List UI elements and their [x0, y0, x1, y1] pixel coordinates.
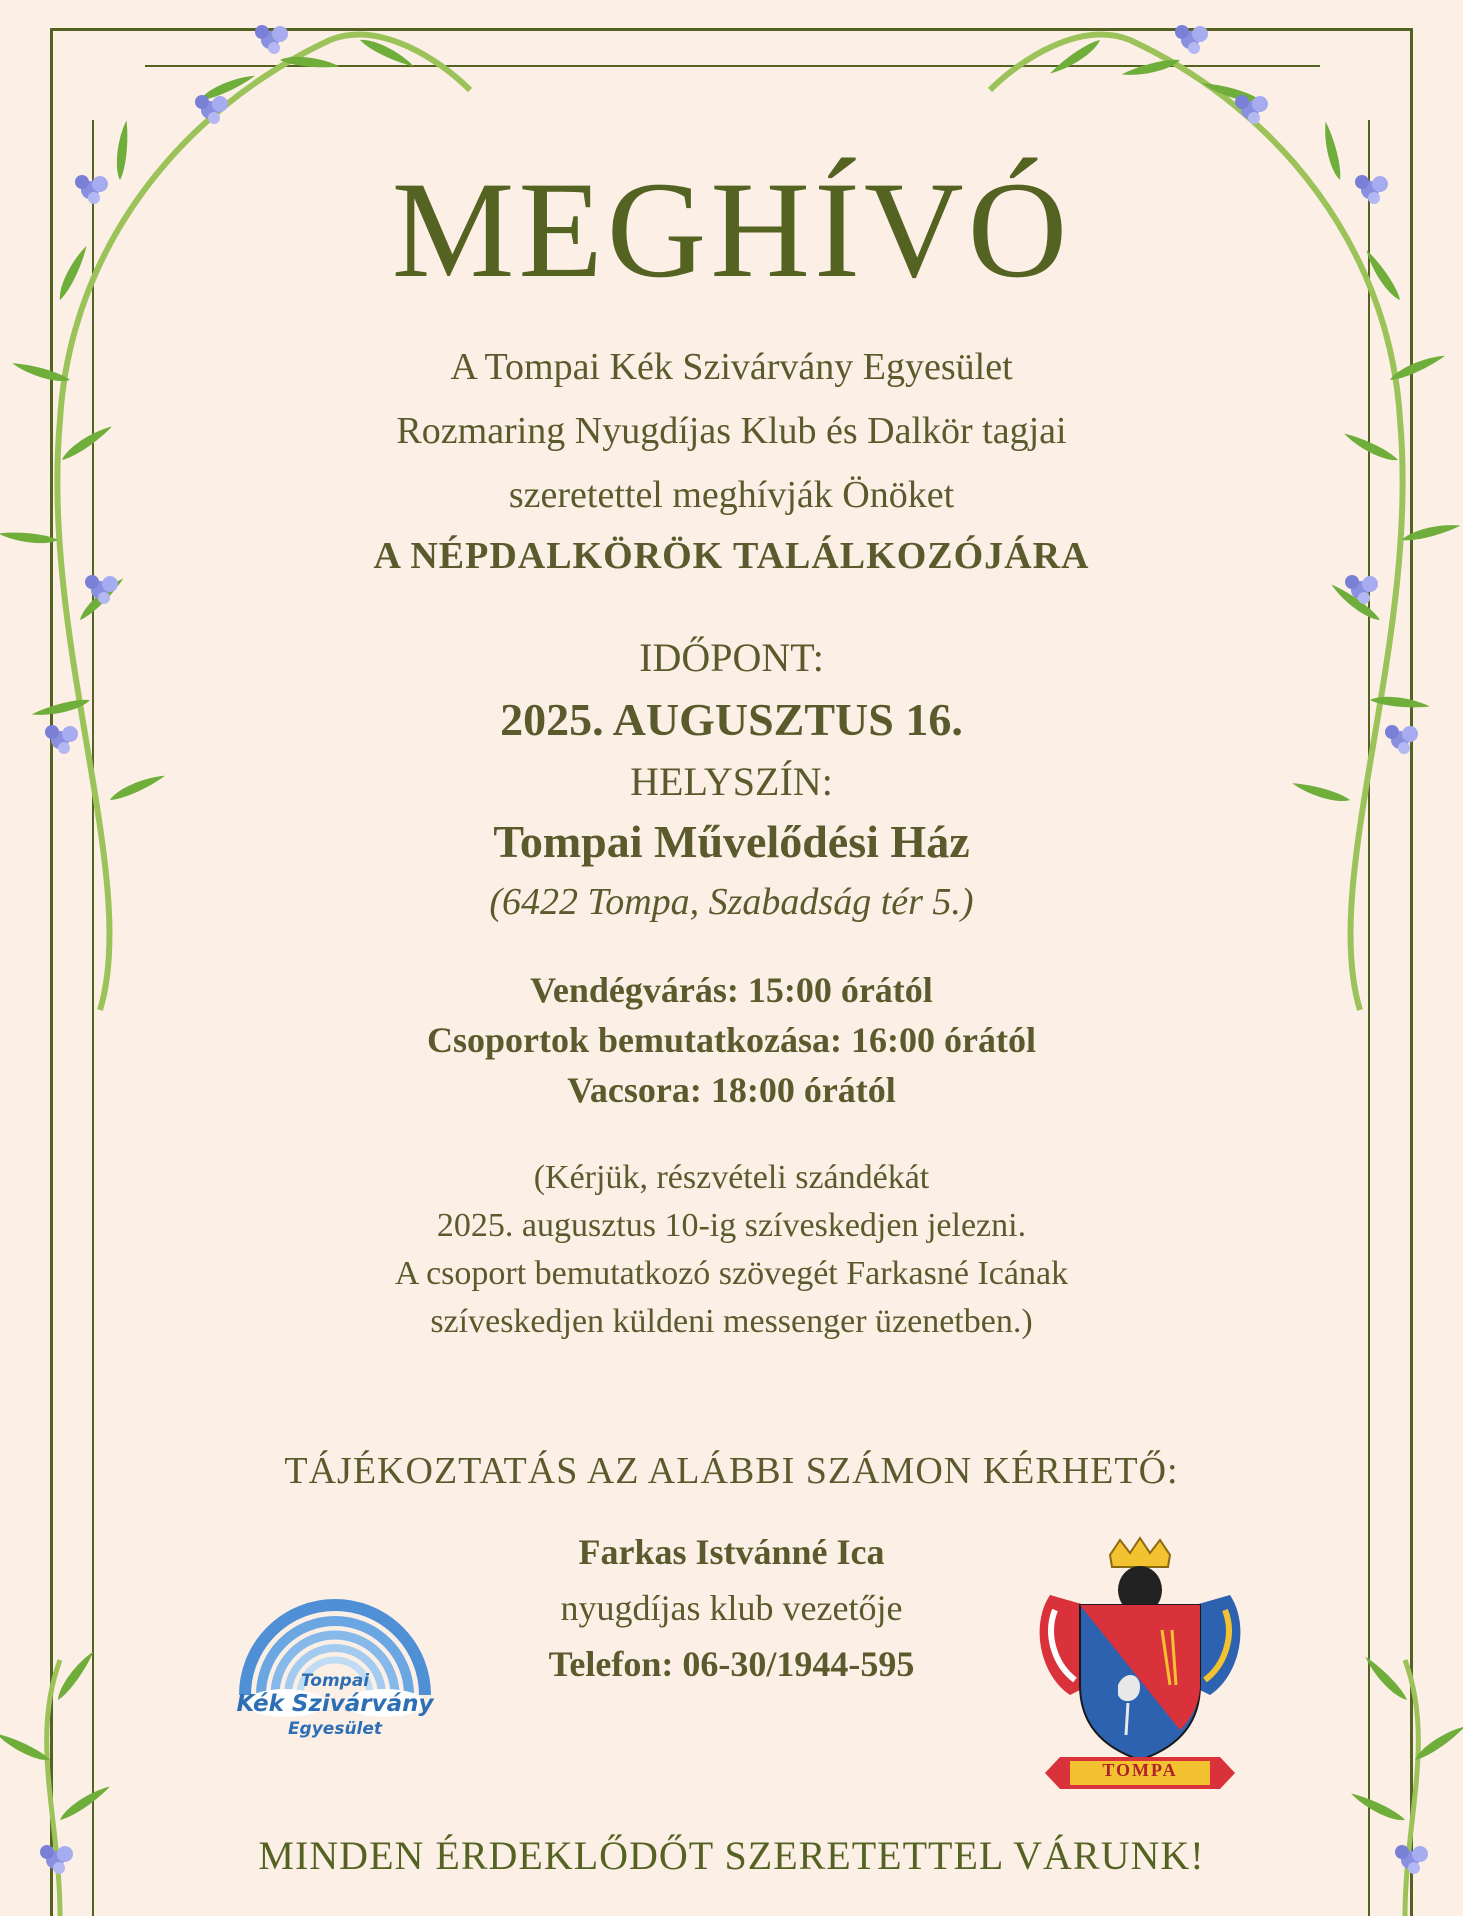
crest-ribbon-text: TOMPA	[1102, 1760, 1178, 1780]
rsvp-note	[0, 1154, 1463, 1346]
frame-top-line	[50, 28, 1413, 31]
info-heading: TÁJÉKOZTATÁS AZ ALÁBBI SZÁMON KÉRHETŐ:	[284, 1450, 1179, 1492]
time-label: IDŐPONT:	[639, 635, 824, 680]
contact-name: Farkas Istvánné Ica	[578, 1532, 885, 1572]
invitation-title: MEGHÍVÓ	[391, 153, 1072, 306]
intro-line-1: A Tompai Kék Szivárvány Egyesület	[450, 346, 1013, 388]
schedule	[0, 965, 1463, 1115]
schedule-item: Vendégvárás: 15:00 órától	[530, 970, 933, 1010]
closing-message: MINDEN ÉRDEKLŐDŐT SZERETETTEL VÁRUNK!	[258, 1833, 1205, 1878]
note-line: szíveskedjen küldeni messenger üzenetben.)	[430, 1303, 1033, 1340]
schedule-item: Vacsora: 18:00 órától	[567, 1070, 896, 1110]
club-logo	[225, 1585, 445, 1760]
intro-text	[0, 335, 1463, 527]
schedule-item: Csoportok bemutatkozása: 16:00 órától	[427, 1020, 1036, 1060]
event-name: A NÉPDALKÖRÖK TALÁLKOZÓJÁRA	[373, 535, 1090, 577]
coat-of-arms-icon	[1030, 1535, 1250, 1795]
intro-line-2: Rozmaring Nyugdíjas Klub és Dalkör tagjai	[396, 410, 1067, 452]
venue-address: (6422 Tompa, Szabadság tér 5.)	[489, 881, 974, 923]
coat-of-arms	[1030, 1535, 1250, 1795]
note-line: 2025. augusztus 10-ig szíveskedjen jelezni.	[436, 1207, 1027, 1244]
logo-line-3: Egyesület	[287, 1719, 383, 1739]
logo-line-2: Kék Szivárvány	[236, 1691, 434, 1717]
logo-line-1: Tompai	[300, 1671, 370, 1691]
contact-role: nyugdíjas klub vezetője	[560, 1588, 903, 1628]
frame-top-line-inner	[145, 65, 1320, 67]
place-label: HELYSZÍN:	[630, 759, 833, 804]
intro-line-3: szeretettel meghívják Önöket	[508, 474, 955, 516]
venue-name: Tompai Művelődési Ház	[493, 816, 970, 867]
contact-phone: Telefon: 06-30/1944-595	[548, 1644, 915, 1684]
event-date: 2025. AUGUSZTUS 16.	[500, 694, 963, 745]
note-line: (Kérjük, részvételi szándékát	[533, 1159, 930, 1196]
note-line: A csoport bemutatkozó szövegét Farkasné Icának	[394, 1255, 1069, 1292]
